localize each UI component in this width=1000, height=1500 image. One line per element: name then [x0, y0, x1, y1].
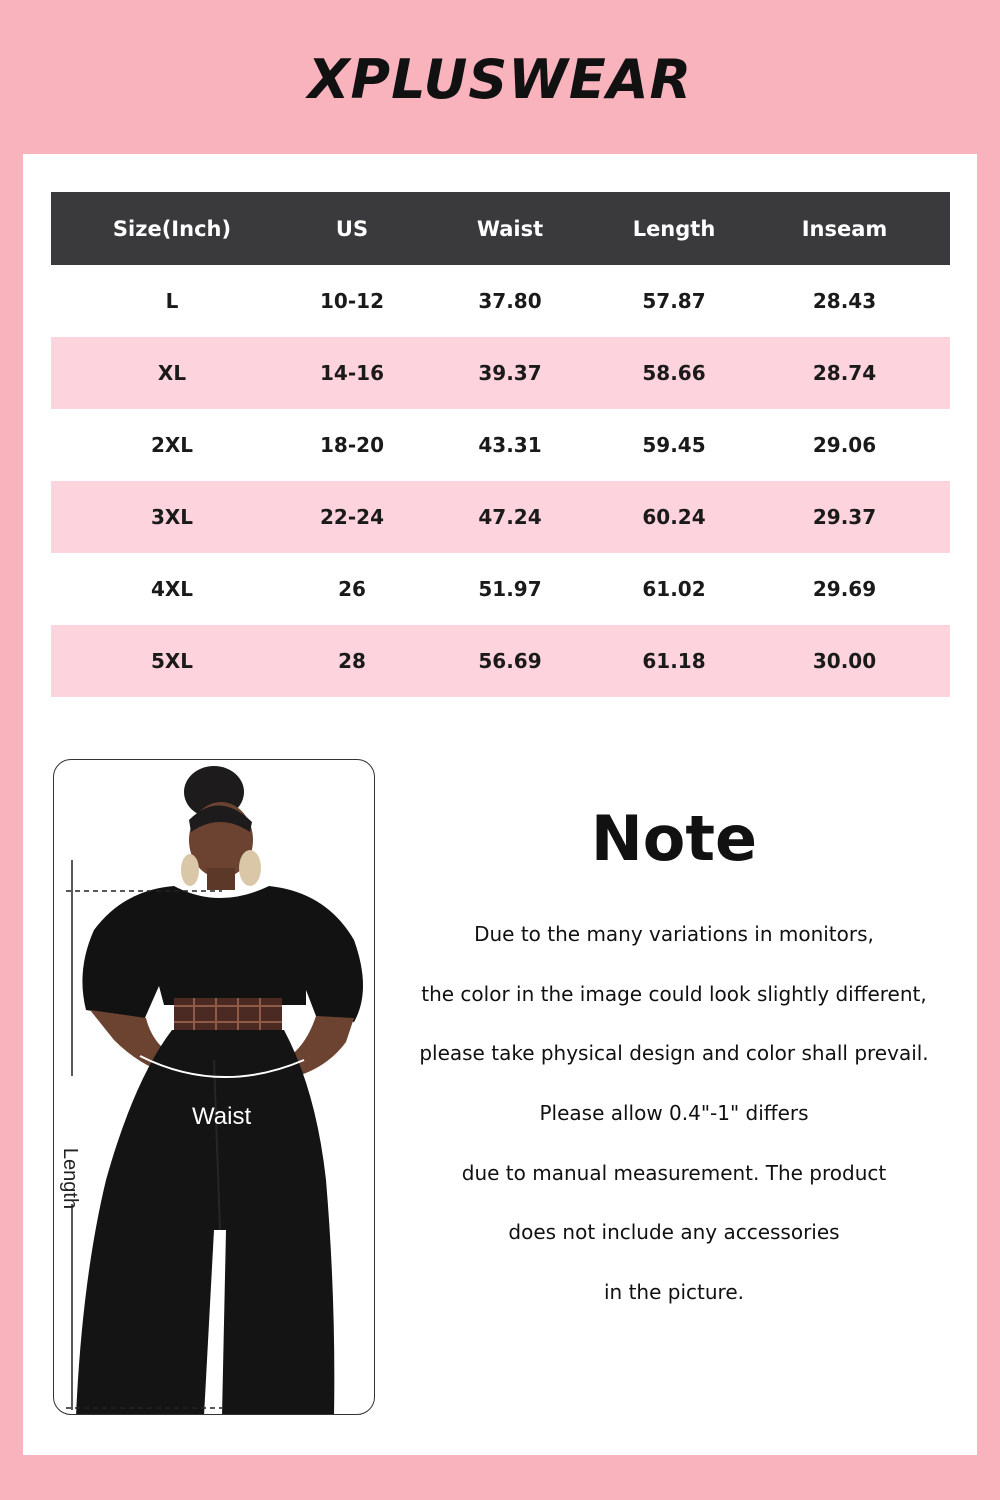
table-header-row [51, 192, 950, 265]
cell-inseam: 29.69 [812, 577, 877, 601]
table-row [51, 265, 950, 337]
waist-label: Waist [192, 1103, 252, 1130]
note-title: Note [590, 802, 758, 875]
cell-us: 26 [338, 577, 366, 601]
cell-length: 61.02 [642, 577, 706, 601]
cell-us: 28 [338, 649, 366, 673]
header-waist: Waist [476, 216, 544, 241]
model-silhouette-icon [54, 760, 375, 1415]
note-line: please take physical design and color shall prevail. [419, 1041, 929, 1066]
cell-length: 61.18 [642, 649, 706, 673]
cell-size: 2XL [150, 433, 194, 457]
cell-waist: 43.31 [478, 433, 542, 457]
cell-inseam: 28.74 [812, 361, 877, 385]
cell-size: 5XL [150, 649, 194, 673]
model-measurement-diagram [53, 759, 375, 1415]
cell-inseam: 28.43 [812, 289, 877, 313]
cell-us: 10-12 [320, 289, 384, 313]
table-row [51, 337, 950, 409]
header-size: Size(Inch) [112, 216, 232, 241]
cell-us: 22-24 [320, 505, 384, 529]
cell-inseam: 29.37 [812, 505, 877, 529]
cell-inseam: 29.06 [812, 433, 877, 457]
cell-us: 14-16 [320, 361, 384, 385]
cell-waist: 37.80 [478, 289, 542, 313]
length-label-wrapper [60, 1138, 80, 1218]
note-text [393, 916, 955, 1334]
cell-size: XL [157, 361, 187, 385]
cell-length: 59.45 [642, 433, 706, 457]
brand-logo: XPLUSWEAR [307, 47, 693, 111]
header-length: Length [632, 216, 716, 241]
note-line: in the picture. [604, 1280, 744, 1305]
cell-size: 3XL [150, 505, 194, 529]
cell-us: 18-20 [320, 433, 384, 457]
size-chart-table [51, 192, 950, 697]
table-row [51, 409, 950, 481]
cell-waist: 47.24 [478, 505, 542, 529]
cell-length: 60.24 [642, 505, 706, 529]
length-label: Length [59, 1147, 82, 1209]
content-panel [23, 154, 977, 1455]
cell-length: 57.87 [642, 289, 706, 313]
cell-size: L [165, 289, 179, 313]
cell-length: 58.66 [642, 361, 706, 385]
cell-size: 4XL [150, 577, 194, 601]
cell-waist: 56.69 [478, 649, 542, 673]
table-row [51, 625, 950, 697]
note-line: due to manual measurement. The product [461, 1160, 887, 1185]
cell-waist: 51.97 [478, 577, 542, 601]
note-line: the color in the image could look slightly different, [421, 981, 927, 1006]
brand-header [0, 44, 1000, 114]
table-row [51, 553, 950, 625]
header-us: US [335, 216, 369, 241]
cell-waist: 39.37 [478, 361, 542, 385]
header-inseam: Inseam [801, 216, 888, 241]
note-line: Please allow 0.4"-1" differs [539, 1101, 809, 1126]
table-row [51, 481, 950, 553]
note-line: does not include any accessories [508, 1220, 840, 1245]
cell-inseam: 30.00 [812, 649, 877, 673]
note-line: Due to the many variations in monitors, [474, 922, 874, 946]
